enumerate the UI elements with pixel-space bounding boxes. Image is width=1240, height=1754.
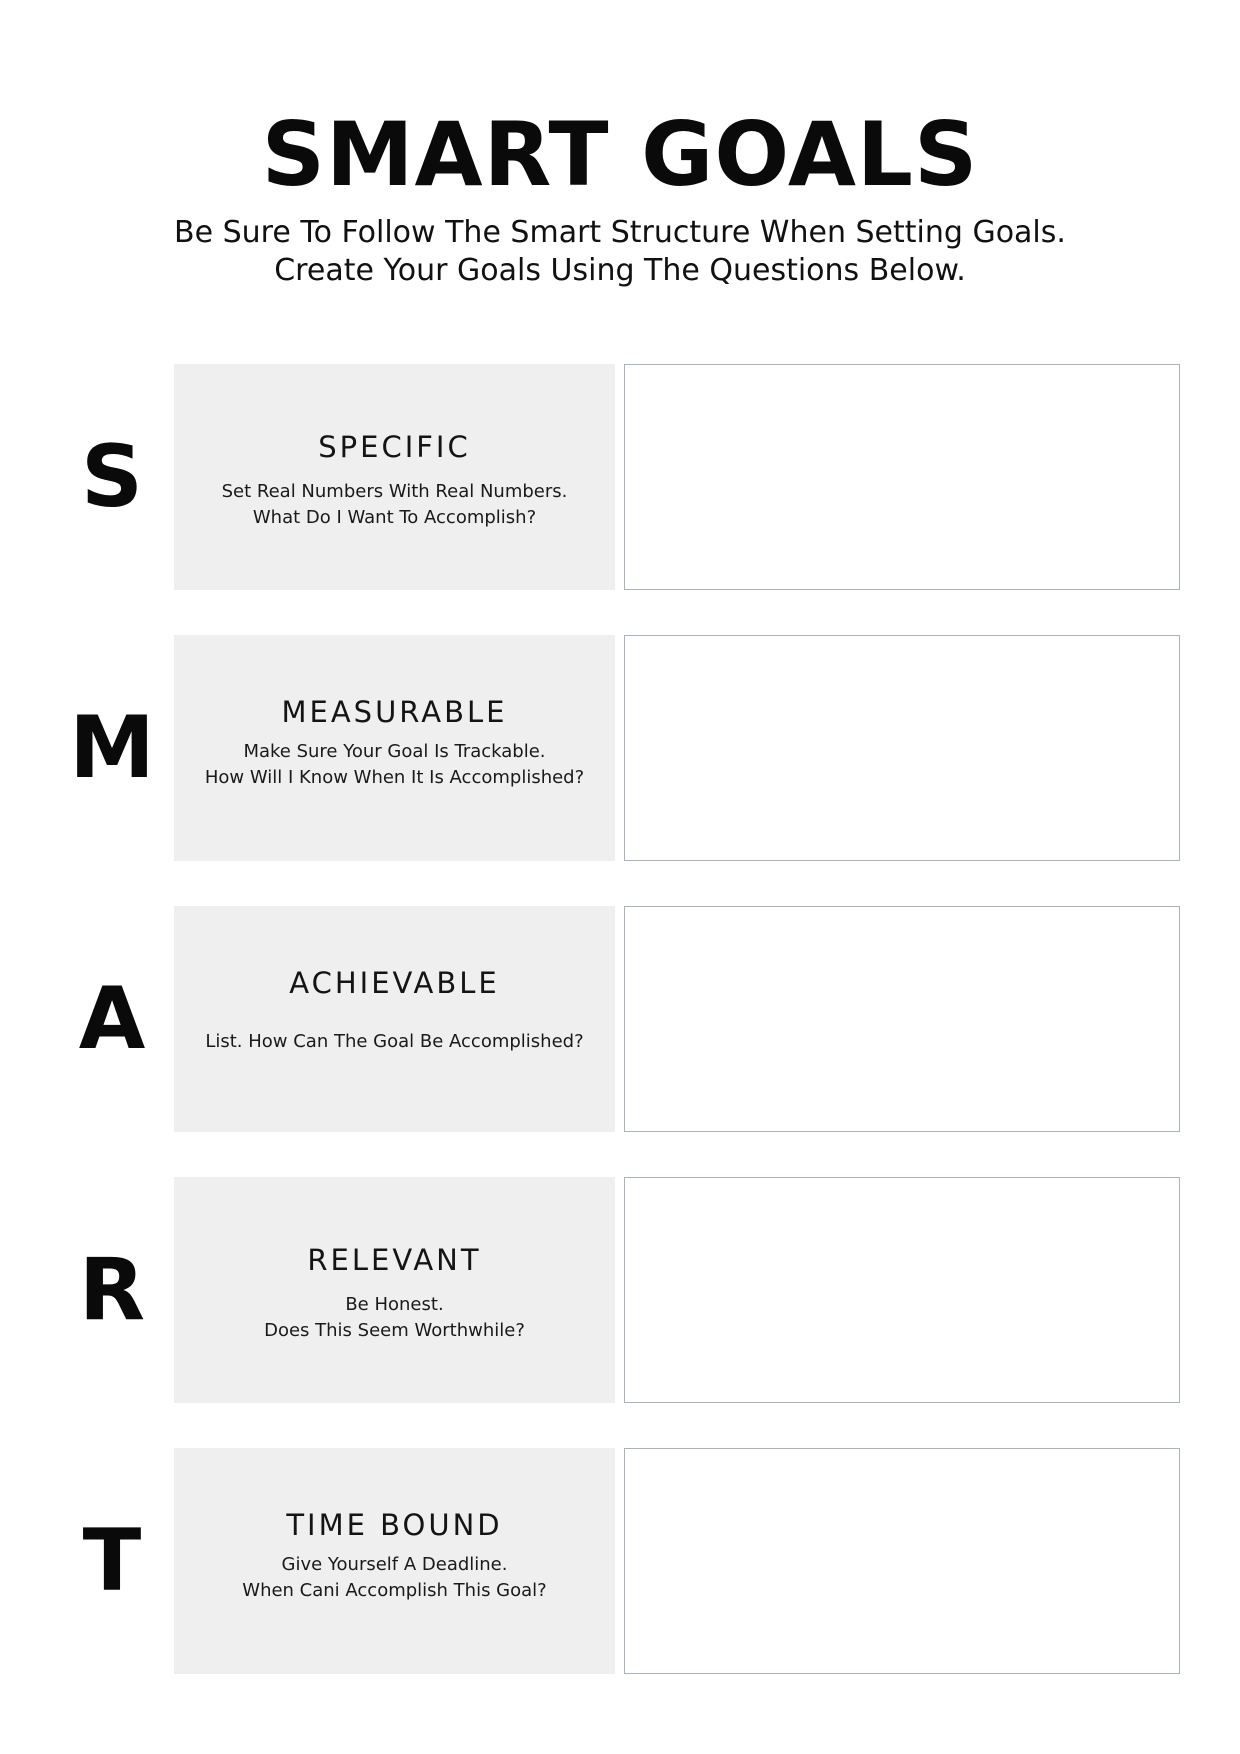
criterion-panel (174, 635, 615, 861)
criterion-panel (174, 906, 615, 1132)
smart-row-time-bound (0, 1448, 1240, 1674)
subtitle-line-2: Create Your Goals Using The Questions Below. (274, 253, 966, 288)
smart-row-relevant (0, 1177, 1240, 1403)
criterion-heading: RELEVANT (307, 1243, 482, 1277)
criterion-heading: SPECIFIC (318, 430, 471, 464)
description-line-2: How Will I Know When It Is Accomplished? (204, 767, 585, 788)
answer-box-specific[interactable] (624, 364, 1180, 590)
smart-letter: T (82, 1511, 142, 1611)
answer-box-relevant[interactable] (624, 1177, 1180, 1403)
criterion-heading: ACHIEVABLE (289, 966, 500, 1000)
smart-letter: M (69, 698, 155, 798)
criterion-description (174, 1552, 615, 1604)
description-line-1: List. How Can The Goal Be Accomplished? (205, 1031, 584, 1052)
answer-box-time-bound[interactable] (624, 1448, 1180, 1674)
smart-row-achievable (0, 906, 1240, 1132)
answer-box-achievable[interactable] (624, 906, 1180, 1132)
page-title: SMART GOALS (261, 103, 979, 206)
criterion-description (174, 479, 615, 531)
description-line-1: Be Honest. (345, 1294, 444, 1315)
criterion-description (174, 1029, 615, 1055)
subtitle-line-1: Be Sure To Follow The Smart Structure When Setting Goals. (174, 215, 1066, 250)
page-subtitle (0, 214, 1240, 290)
smart-letter: A (78, 969, 146, 1069)
criterion-panel (174, 1448, 615, 1674)
criterion-panel (174, 364, 615, 590)
smart-letter: R (78, 1240, 146, 1340)
criterion-heading: MEASURABLE (281, 695, 508, 729)
description-line-1: Make Sure Your Goal Is Trackable. (243, 741, 546, 762)
criterion-description (174, 739, 615, 791)
description-line-2: Does This Seem Worthwhile? (264, 1320, 525, 1341)
description-line-2: What Do I Want To Accomplish? (252, 507, 537, 528)
criterion-heading: TIME BOUND (286, 1508, 503, 1542)
criterion-panel (174, 1177, 615, 1403)
smart-row-specific (0, 364, 1240, 590)
answer-box-measurable[interactable] (624, 635, 1180, 861)
description-line-1: Give Yourself A Deadline. (281, 1554, 508, 1575)
description-line-1: Set Real Numbers With Real Numbers. (221, 481, 568, 502)
smart-row-measurable (0, 635, 1240, 861)
smart-letter: S (81, 427, 143, 527)
description-line-2: When Cani Accomplish This Goal? (242, 1580, 547, 1601)
criterion-description (174, 1292, 615, 1344)
